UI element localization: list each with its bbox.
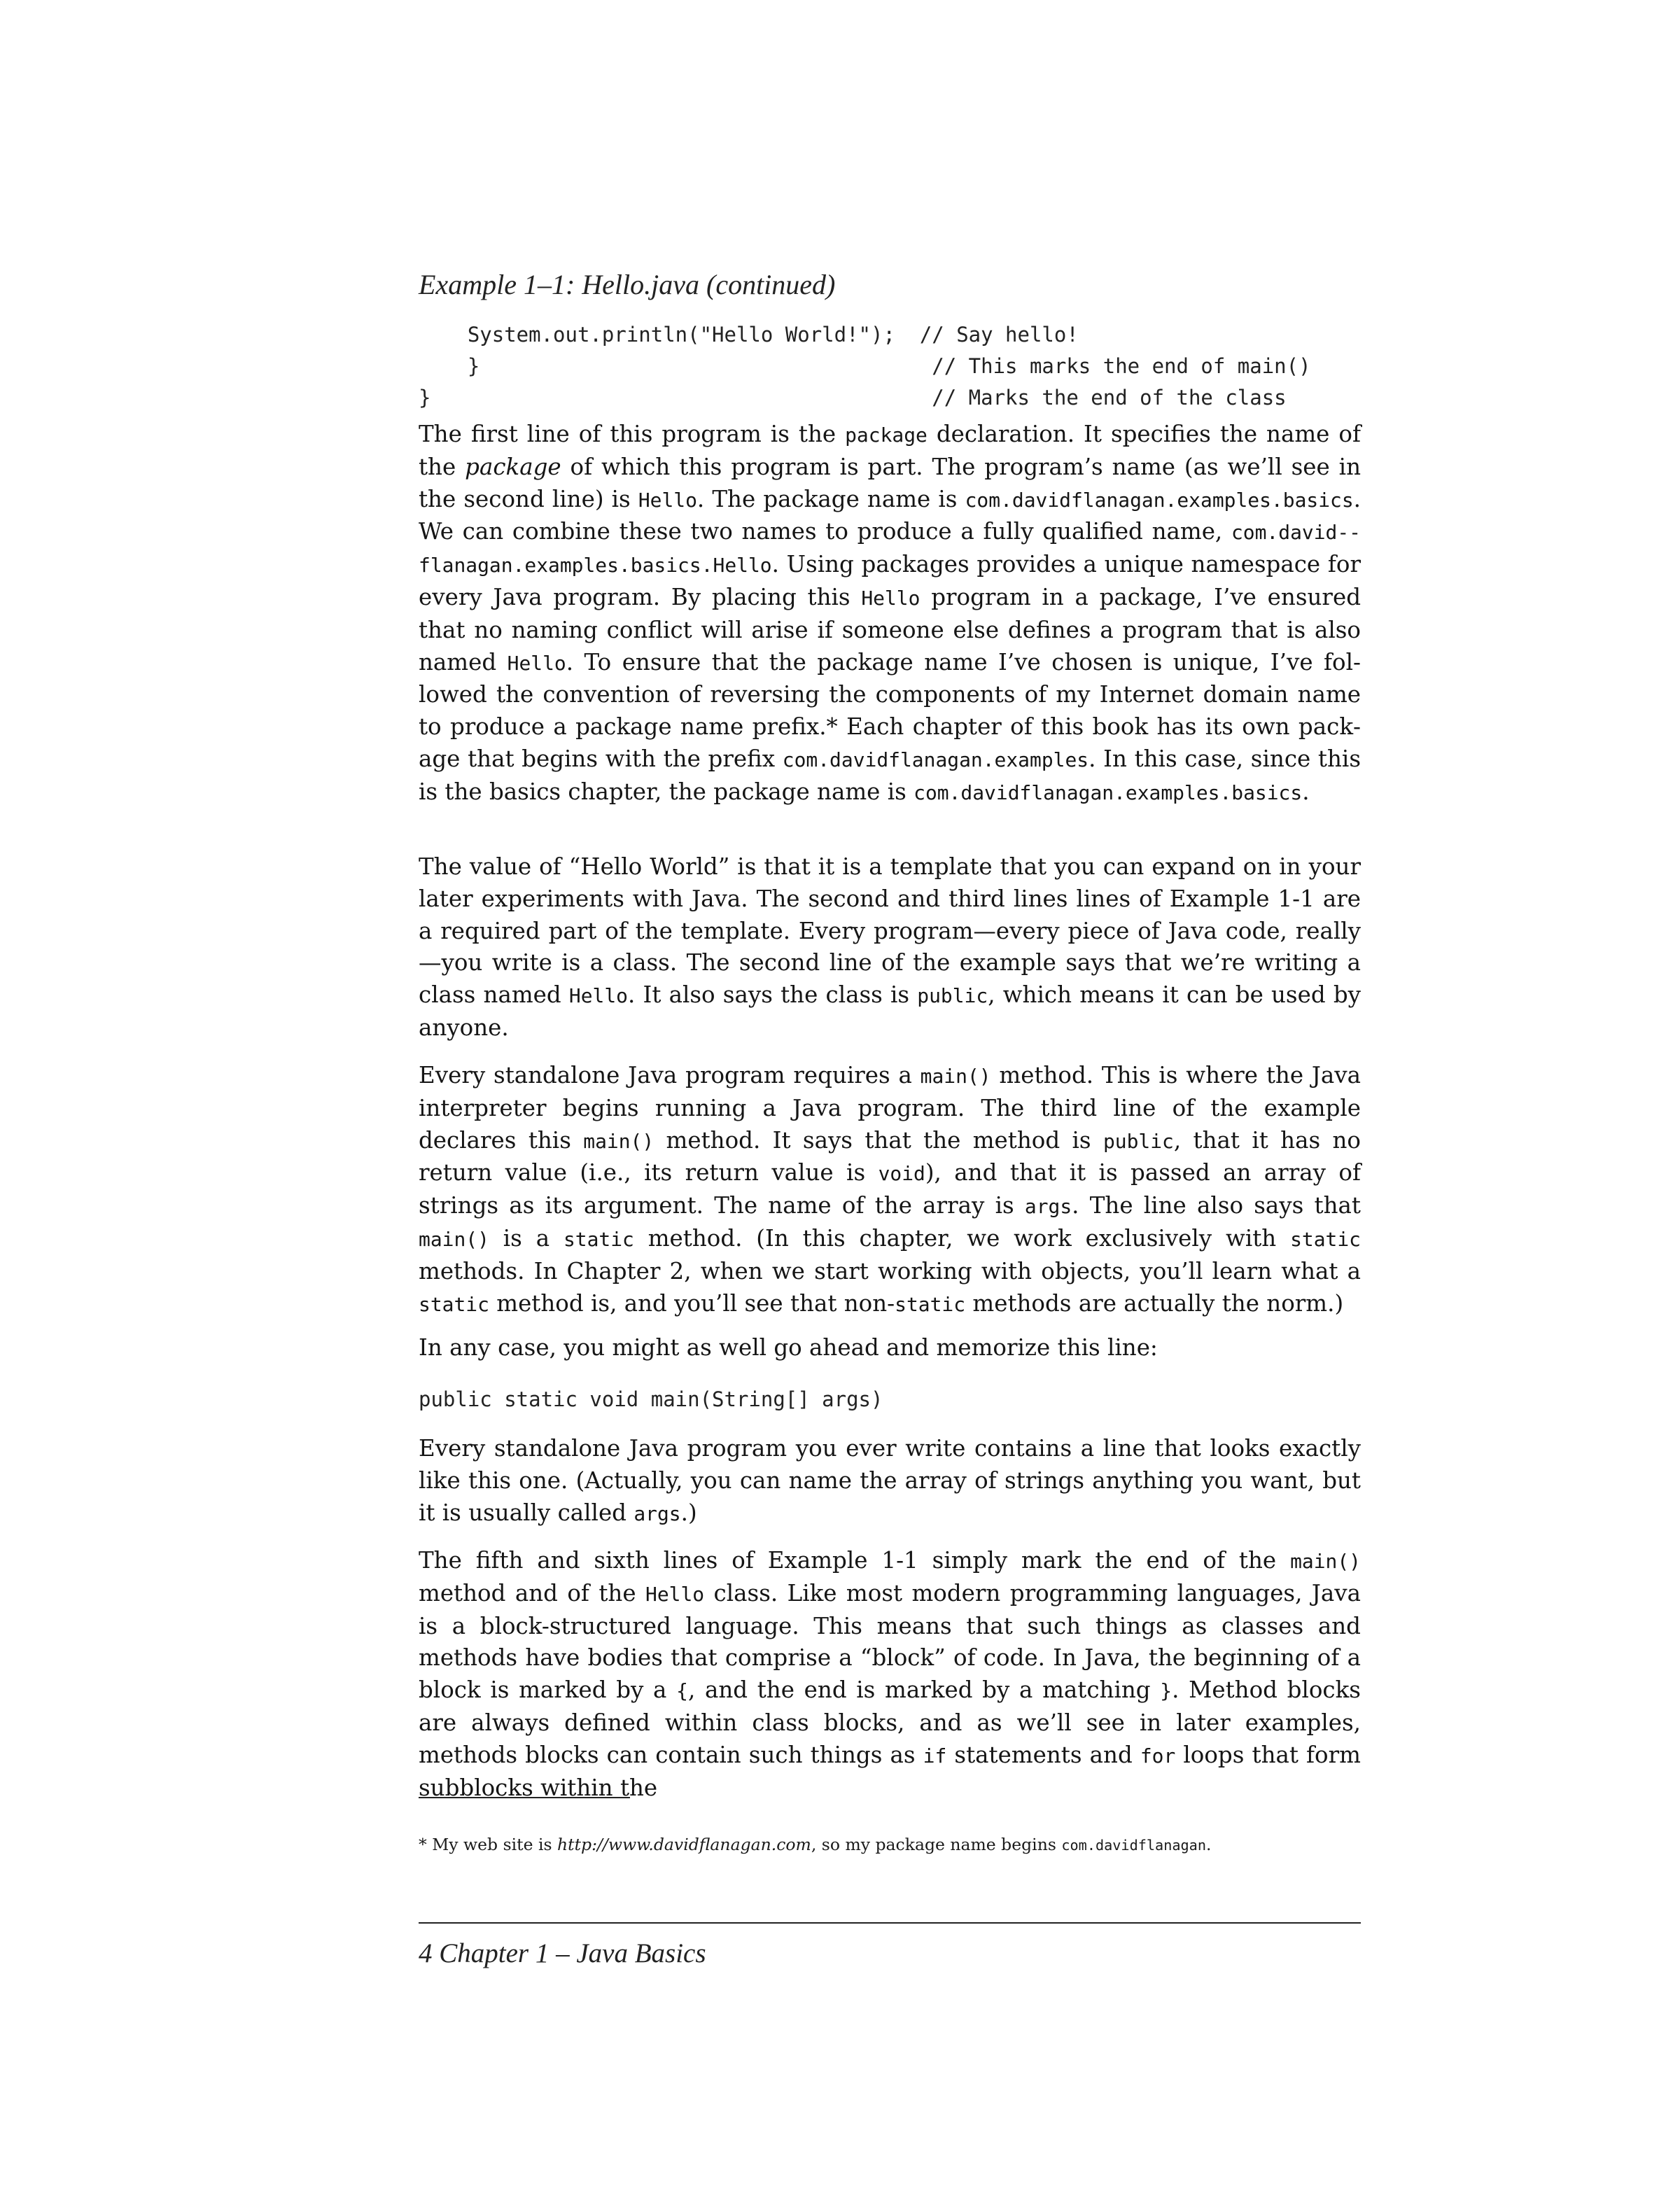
text-run: ), and that it is passed an array of strings as its argument. The name of the array is — [419, 1159, 1362, 1219]
text-run: class. Like most modern programming languages, Java is a block-structured language. This means that such things as classes and methods have bodies that comprise a “block” of code. In Java, the beginning of a block is marked by a — [419, 1579, 1361, 1704]
inline-code: static — [563, 1227, 634, 1251]
inline-code: void — [878, 1162, 925, 1186]
inline-code: Hello — [568, 984, 628, 1008]
text-run: The first line of this program is the — [419, 421, 846, 447]
text-run: .) — [680, 1499, 697, 1526]
inline-code: if — [923, 1744, 947, 1768]
paragraph-standalone-program — [419, 1433, 1361, 1530]
text-run: declaration. It specifies the name of the — [419, 421, 1362, 480]
text-run: method. This is where the Java interpreter begins running a Java program. The third line of the example declares this — [419, 1062, 1362, 1154]
text-run: of which this program is part. The program’s name (as we’ll see in the second line) is — [419, 453, 1362, 512]
text-run: Every standalone Java program you ever write contains a line that looks exactly like this one. (Actually, you can name the array of strings anything you want, but it is usually called — [419, 1435, 1361, 1526]
text-run: In any case, you might as well go ahead and memorize this line: — [419, 1334, 1158, 1361]
text-run: method is, and you’ll see that non- — [489, 1289, 895, 1317]
inline-code: args — [634, 1502, 681, 1525]
text-run: The fifth and sixth lines of Example 1-1 simply mark the end of the — [419, 1547, 1291, 1574]
inline-code: com.david-flanagan.examples.basics.Hello — [419, 521, 1361, 578]
inline-code: package — [845, 424, 927, 447]
inline-code: args — [1024, 1195, 1072, 1219]
footnote — [419, 1833, 1361, 1856]
main-signature-code: public static void main(String[] args) — [419, 1387, 883, 1411]
code-listing: System.out.println("Hello World!"); // Say hello! } // This marks the end of main() } // Marks the end of the class — [419, 323, 1311, 410]
paragraph-block-structure — [419, 1545, 1361, 1804]
text-run: . It also says the class is — [627, 981, 918, 1009]
text-run: . The package name is — [696, 485, 965, 512]
inline-code: com.davidflanagan.examples.basics — [965, 488, 1354, 512]
inline-code: main() — [419, 1227, 489, 1251]
inline-code: static — [895, 1292, 966, 1316]
inline-code: main() — [1290, 1550, 1361, 1573]
inline-code: { — [676, 1679, 688, 1703]
text-run: , and the end is marked by a matching — [687, 1676, 1161, 1704]
inline-code: Hello — [507, 651, 566, 675]
inline-code: public — [1102, 1129, 1174, 1153]
inline-code: com.davidflanagan.examples.basics — [913, 780, 1303, 804]
text-run: , so my package name begins — [811, 1835, 1062, 1854]
inline-code: } — [1160, 1679, 1172, 1703]
text-run: method. It says that the method is — [654, 1126, 1103, 1154]
text-run: Every standalone Java program requires a — [419, 1062, 920, 1088]
text-run: loops that form subblocks within the — [419, 1741, 1361, 1801]
inline-code: public — [917, 984, 988, 1008]
text-run: , that it has no return value (i.e., its return value is — [419, 1126, 1361, 1186]
text-run: . We can combine these two names to produce a fully qualified name, — [419, 485, 1362, 545]
paragraph-hello-world-template — [419, 851, 1361, 1044]
paragraph-memorize-line — [419, 1332, 1361, 1364]
running-footer: 4 Chapter 1 – Java Basics — [419, 1938, 706, 1968]
inline-code: com.davidflanagan — [1061, 1837, 1206, 1854]
emphasis-text: package — [465, 453, 561, 480]
example-caption: Example 1–1: Hello.java (continued) — [419, 269, 836, 300]
text-run: . Using packages provides a unique namespace for every Java program. By placing this — [419, 551, 1361, 610]
text-run: . In this case, since this is the basics chapter, the package name is — [419, 745, 1361, 805]
text-run: . — [1302, 778, 1310, 805]
text-run: The value of “Hello World” is that it is a template that you can expand on in your later experiments with Java. The second and third lines lines of Example 1-1 are a required part of the template. Every program—every piece of Java code, really—you write is a class. The second line of the example says that we’re writing a class named — [419, 853, 1361, 1009]
paragraph-main-method — [419, 1060, 1361, 1320]
paragraph-package-declaration — [419, 419, 1361, 809]
inline-code: Hello — [861, 586, 920, 610]
inline-code: main() — [920, 1065, 991, 1088]
text-run: . — [1205, 1835, 1212, 1854]
text-run: statements and — [946, 1741, 1140, 1768]
footer-divider — [419, 1922, 1361, 1924]
inline-code: main() — [583, 1129, 654, 1153]
footnote-divider — [419, 1797, 630, 1798]
text-run: methods. In Chapter 2, when we start working with objects, you’ll learn what a — [419, 1257, 1361, 1284]
text-run: program in a package, I’ve ensured that no naming conflict will arise if someone else defines a program that is also named — [419, 583, 1362, 676]
text-run: , which means it can be used by anyone. — [419, 981, 1361, 1041]
text-run: . To ensure that the package name I’ve chosen is unique, I’ve followed the convention of reversing the components of my Internet domain name to produce a package name prefix.* Each chapter of this book has its own package that begins with the prefix — [419, 648, 1361, 772]
text-run: method and of the — [419, 1579, 646, 1606]
text-run: * My web site is — [419, 1835, 558, 1854]
inline-code: Hello — [638, 488, 697, 512]
text-run: . The line also says that — [1072, 1192, 1361, 1219]
text-run: method. (In this chapter, we work exclusively with — [634, 1224, 1291, 1252]
inline-code: for — [1140, 1744, 1176, 1768]
text-run: is a — [489, 1224, 564, 1252]
inline-code: com.davidflanagan.examples — [782, 748, 1089, 771]
inline-code: Hello — [645, 1582, 705, 1606]
emphasis-text: http://www.davidflanagan.com — [557, 1835, 811, 1854]
inline-code: static — [1290, 1227, 1361, 1251]
text-run: . Method blocks are always defined within class blocks, and as we’ll see in later examples, methods blocks can contain such things as — [419, 1676, 1361, 1768]
inline-code: static — [419, 1292, 489, 1316]
text-run: methods are actually the norm.) — [965, 1289, 1344, 1317]
